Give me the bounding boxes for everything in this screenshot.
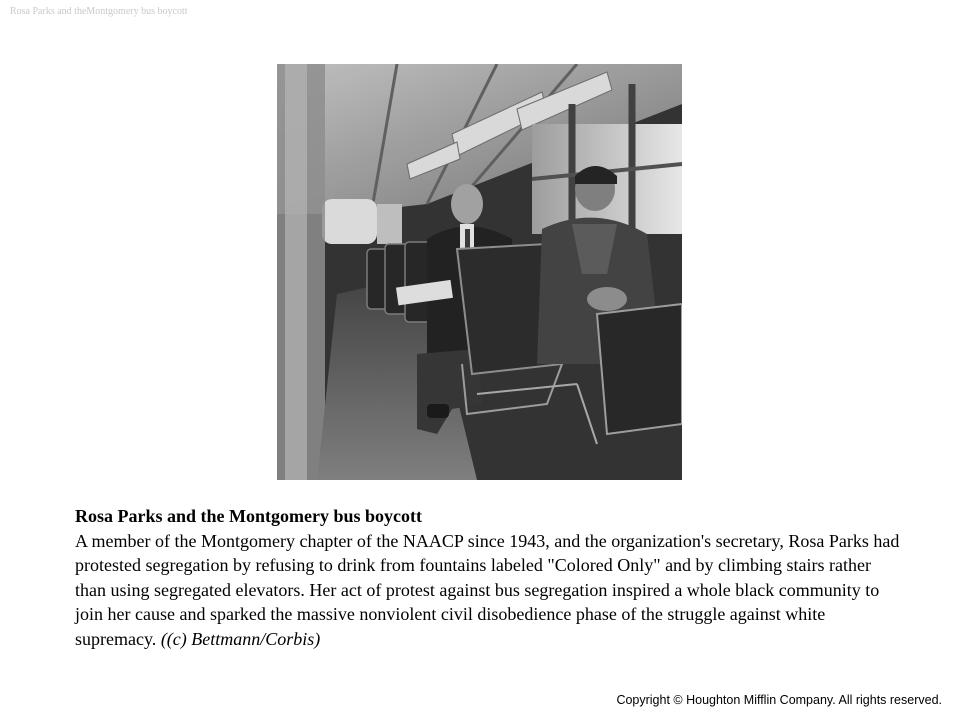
caption-body-wrapper (75, 529, 905, 652)
caption-body: A member of the Montgomery chapter of the NAACP since 1943, and the organization's secretary, Rosa Parks had protested segregation by refusing to drink from fountains labeled "Colored Only" and by climbing stairs rather than using segregated elevators. Her act of protest against bus segregation inspired a whole black community to join her cause and sparked the massive nonviolent civil disobedience phase of the struggle against white supremacy. (75, 530, 900, 649)
caption-credit: ((c) Bettmann/Corbis) (160, 628, 321, 649)
slide-header-label: Rosa Parks and theMontgomery bus boycott (10, 6, 188, 17)
caption-title: Rosa Parks and the Montgomery bus boycott (75, 506, 423, 526)
bus-interior-photo (277, 64, 682, 480)
photo-caption (75, 504, 905, 651)
copyright-notice: Copyright © Houghton Mifflin Company. All rights reserved. (616, 693, 942, 707)
